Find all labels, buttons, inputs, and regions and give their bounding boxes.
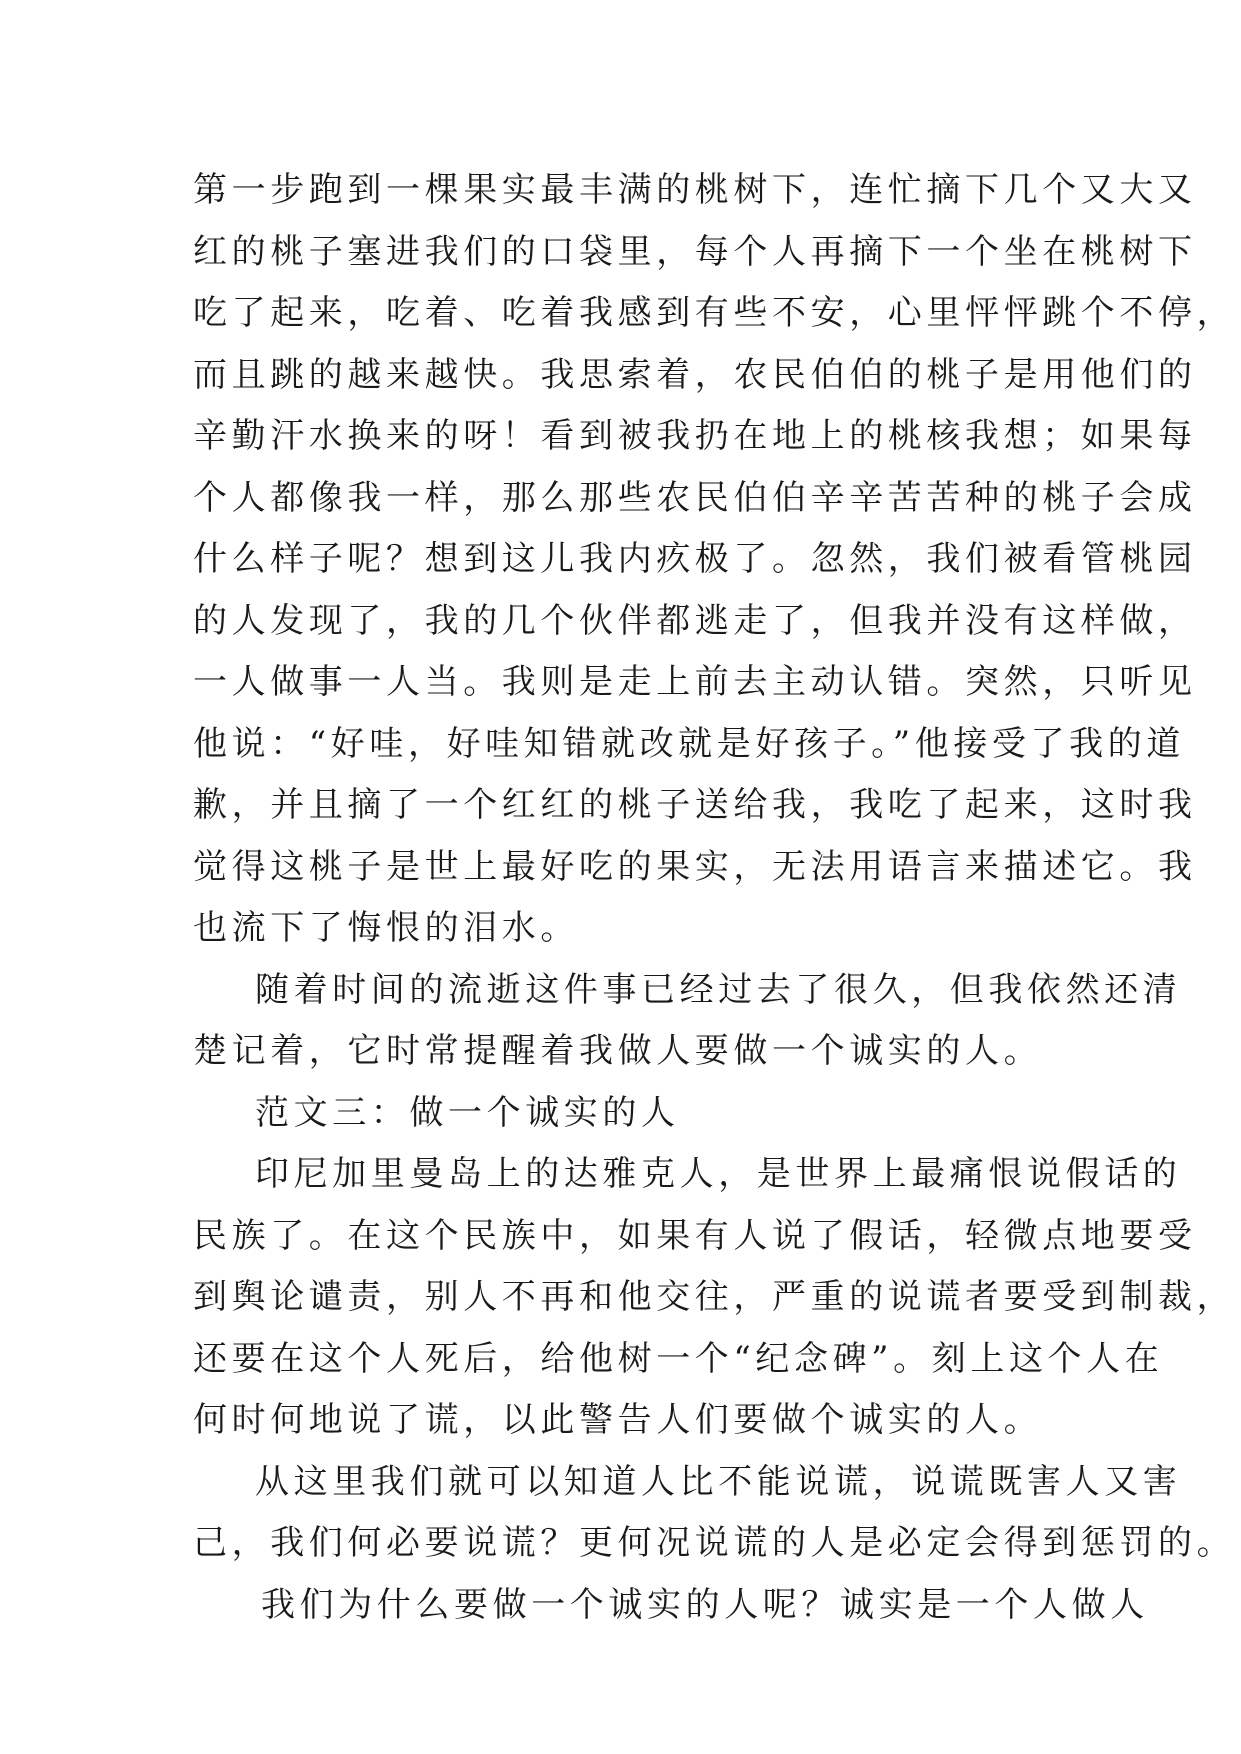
text-line: 第一步跑到一棵果实最丰满的桃树下，连忙摘下几个又大又	[193, 170, 1197, 210]
text-line: 什么样子呢？想到这儿我内疚极了。忽然，我们被看管桃园	[193, 539, 1197, 579]
paragraph-start-line: 从这里我们就可以知道人比不能说谎，说谎既害人又害	[255, 1461, 1182, 1502]
text-line: 己，我们何必要说谎？更何况说谎的人是必定会得到惩罚的。	[193, 1523, 1236, 1563]
text-line: 个人都像我一样，那么那些农民伯伯辛辛苦苦种的桃子会成	[193, 477, 1197, 518]
text-line: 也流下了悔恨的泪水。	[193, 908, 579, 948]
text-line: 辛勤汗水换来的呀！看到被我扔在地上的桃核我想；如果每	[193, 416, 1197, 456]
text-line: 民族了。在这个民族中，如果有人说了假话，轻微点地要受	[193, 1215, 1197, 1256]
text-line: 到舆论谴责，别人不再和他交往，严重的说谎者要受到制裁，	[193, 1277, 1236, 1317]
paragraph-start-line: 我们为什么要做一个诚实的人呢？诚实是一个人做人	[261, 1584, 1149, 1625]
text-line: 他说：“好哇，好哇知错就改就是好孩子。”他接受了我的道	[193, 723, 1185, 764]
text-line: 还要在这个人死后，给他树一个“纪念碑”。刻上这个人在	[193, 1338, 1164, 1379]
body-text	[193, 160, 1236, 1636]
text-line: 觉得这桃子是世上最好吃的果实，无法用语言来描述它。我	[193, 846, 1197, 887]
paragraph-start-line: 印尼加里曼岛上的达雅克人，是世界上最痛恨说假话的	[255, 1154, 1182, 1194]
paragraph-start-line: 随着时间的流逝这件事已经过去了很久，但我依然还清	[255, 969, 1182, 1010]
text-line: 而且跳的越来越快。我思索着，农民伯伯的桃子是用他们的	[193, 354, 1197, 395]
text-line: 吃了起来，吃着、吃着我感到有些不安，心里怦怦跳个不停，	[193, 293, 1236, 333]
text-line: 的人发现了，我的几个伙伴都逃走了，但我并没有这样做，	[193, 600, 1197, 641]
text-line: 楚记着，它时常提醒着我做人要做一个诚实的人。	[193, 1031, 1043, 1071]
text-line: 红的桃子塞进我们的口袋里，每个人再摘下一个坐在桃树下	[193, 231, 1197, 272]
text-line: 何时何地说了谎，以此警告人们要做个诚实的人。	[193, 1400, 1043, 1440]
text-line: 歉，并且摘了一个红红的桃子送给我，我吃了起来，这时我	[193, 785, 1197, 825]
text-line: 一人做事一人当。我则是走上前去主动认错。突然，只听见	[193, 662, 1197, 702]
section-heading: 范文三：做一个诚实的人	[255, 1092, 680, 1133]
